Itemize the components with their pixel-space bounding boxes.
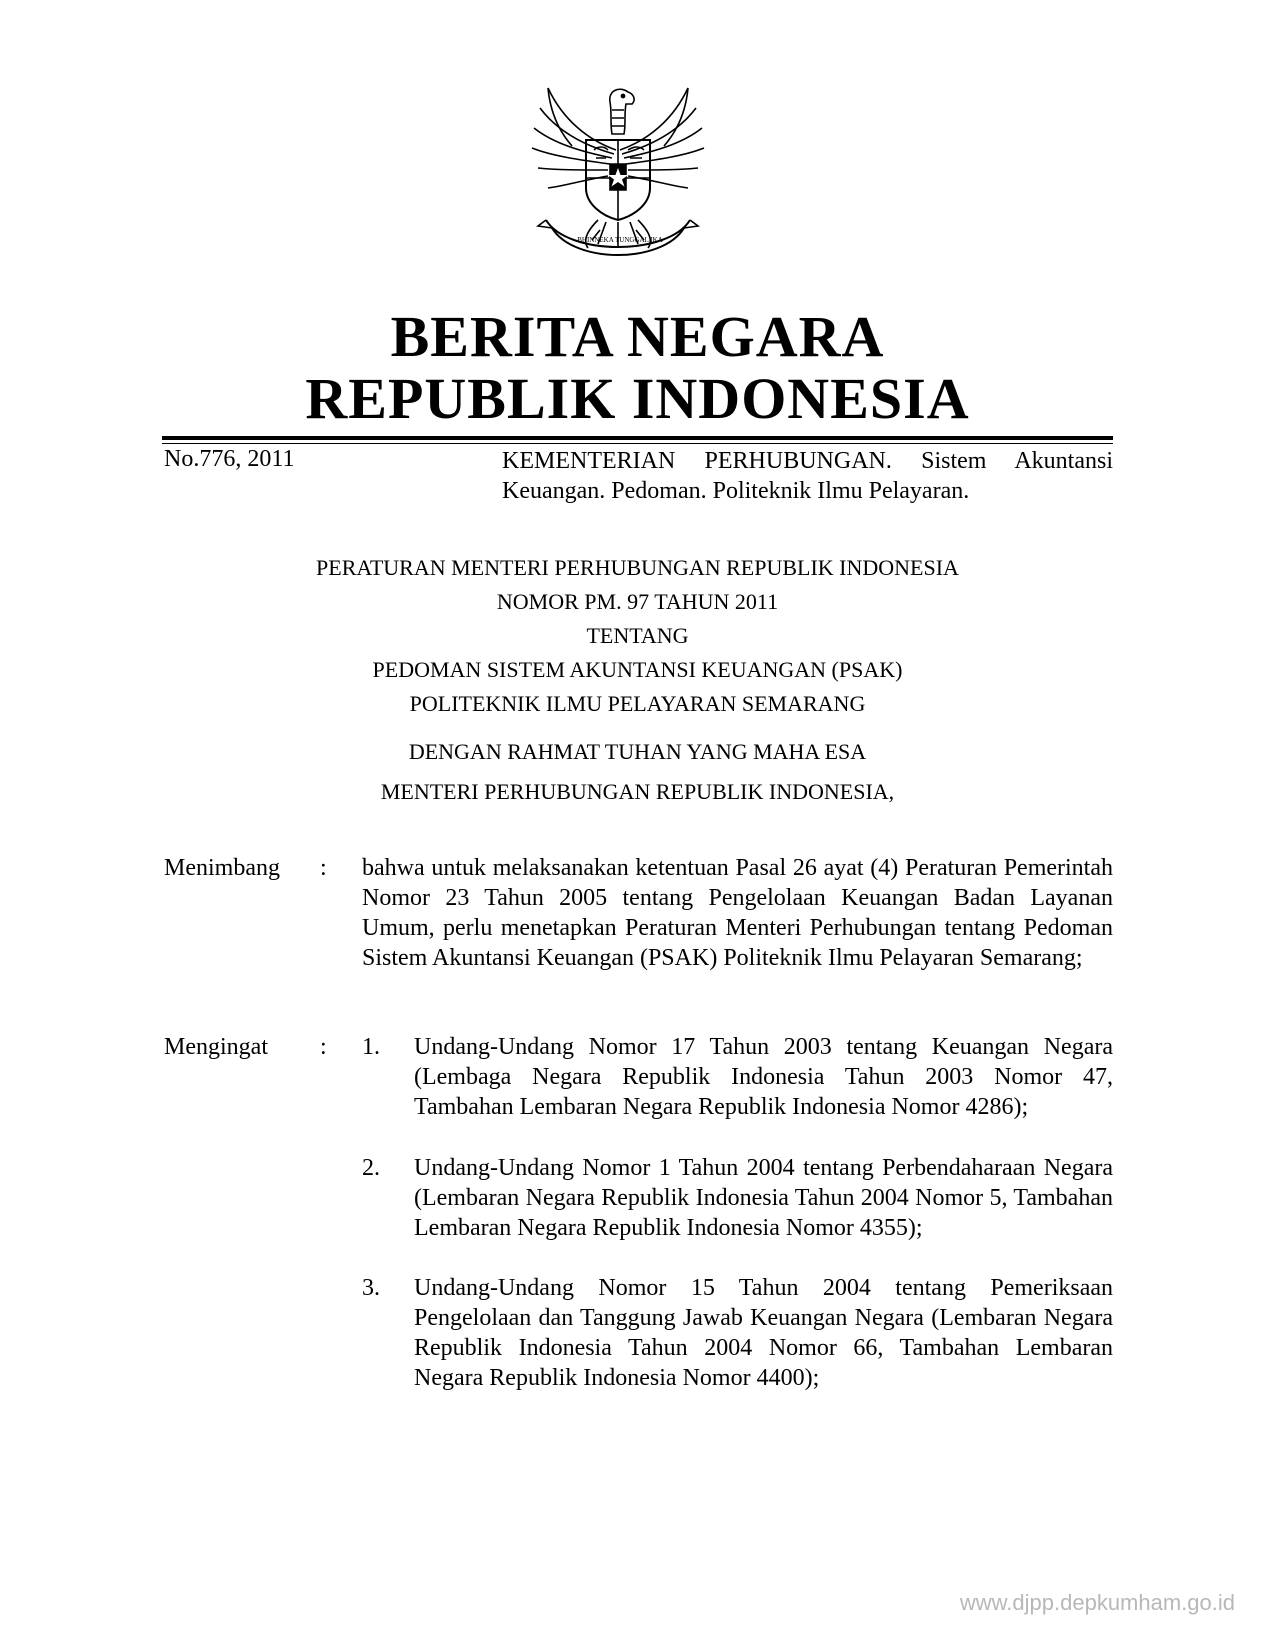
mengingat-label: Mengingat [164,1034,268,1060]
invocation: DENGAN RAHMAT TUHAN YANG MAHA ESA [408,739,867,764]
regulation-institution: POLITEKNIK ILMU PELAYARAN SEMARANG [409,691,866,716]
title-line-1: BERITA NEGARA [390,304,885,369]
mengingat-item-text: Undang-Undang Nomor 1 Tahun 2004 tentang Perbendaharaan Negara (Lembaran Negara Republik Indonesia Tahun 2004 Nomor 5, Tambahan Lembaran Negara Republik Indonesia Nomor 4355); [414,1155,1113,1241]
title-line-2: REPUBLIK INDONESIA [305,366,970,431]
mengingat-item-number: 3. [362,1275,380,1301]
mengingat-item-text: Undang-Undang Nomor 15 Tahun 2004 tentang Pemeriksaan Pengelolaan dan Tanggung Jawab Keuangan Negara (Lembaran Negara Republik Indonesia Tahun 2004 Nomor 66, Tambahan Lembaran Negara Republik Indonesia Nomor 4400); [414,1275,1113,1391]
watermark-url: www.djpp.depkumham.go.id [959,1590,1235,1615]
mengingat-colon: : [320,1034,327,1060]
regulation-subject: PEDOMAN SISTEM AKUNTANSI KEUANGAN (PSAK) [372,657,903,682]
gazette-subject: KEMENTERIAN PERHUBUNGAN. Sistem Akuntansi Keuangan. Pedoman. Politeknik Ilmu Pelayaran. [502,448,1113,504]
mengingat-item-number: 2. [362,1155,380,1181]
mengingat-item-number: 1. [362,1034,380,1060]
garuda-emblem-icon [528,80,708,275]
mengingat-item-text: Undang-Undang Nomor 17 Tahun 2003 tentang Keuangan Negara (Lembaga Negara Republik Indonesia Tahun 2003 Nomor 47, Tambahan Lembaran Negara Republik Indonesia Nomor 4286); [414,1034,1113,1120]
header-rule-thin [162,443,1113,444]
emblem-motto: BHINNEKA TUNGGAL IKA [577,236,663,244]
regulation-title: PERATURAN MENTERI PERHUBUNGAN REPUBLIK INDONESIA [316,555,959,580]
menimbang-label: Menimbang [164,855,280,881]
minister-title: MENTERI PERHUBUNGAN REPUBLIK INDONESIA, [380,779,895,804]
regulation-tentang: TENTANG [586,623,689,648]
regulation-number: NOMOR PM. 97 TAHUN 2011 [496,589,779,614]
gazette-number: No.776, 2011 [164,446,295,472]
menimbang-colon: : [320,855,327,881]
menimbang-text: bahwa untuk melaksanakan ketentuan Pasal 26 ayat (4) Peraturan Pemerintah Nomor 23 Tahun 2005 tentang Pengelolaan Keuangan Badan Layanan Umum, perlu menetapkan Peraturan Menteri Perhubungan tentang Pedoman Sistem Akuntansi Keuangan (PSAK) Politeknik Ilmu Pelayaran Semarang; [362,855,1113,971]
header-rule-thick [162,436,1113,440]
